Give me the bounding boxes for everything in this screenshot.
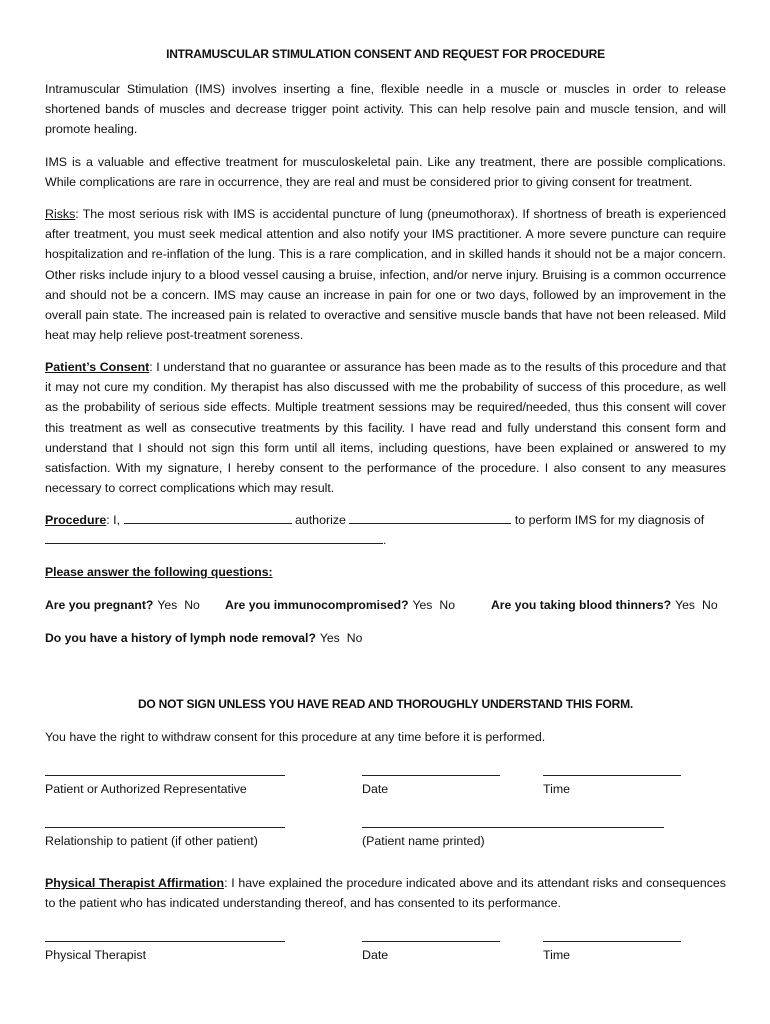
thinners-no-option[interactable]: No bbox=[702, 598, 718, 612]
affirmation-text: : I have explained the procedure indicated above and its attendant risks and consequences to the patient who has indicated understanding thereof, and has consented to its performance. bbox=[45, 876, 727, 911]
question-blood-thinners: Are you taking blood thinners? Yes No bbox=[491, 598, 718, 612]
therapist-date-line[interactable] bbox=[362, 941, 500, 942]
procedure-text-2: authorize bbox=[291, 513, 350, 527]
withdraw-notice: You have the right to withdraw consent for this procedure at any time before it is performed. bbox=[45, 730, 546, 744]
risks-text: : The most serious risk with IMS is accidental puncture of lung (pneumothorax). If shortness of breath is experienced after treatment, you must seek medical attention and also notify your IMS practitioner. A more severe puncture can require hospitalization and re-inflation of the lung. This is a rare complication, and in skilled hands it should not be a major concern. Other risks include injury to a blood vessel causing a bruise, infection, and/or nerve injury. Bruising is a common occurrence and should not be a concern. IMS may cause an increase in pain for one or two days, followed by an improvement in the overall pain state. The increased pain is related to overactive and sensitive muscle bands that have not been released. Mild heat may help relieve post-treatment soreness. bbox=[45, 207, 726, 343]
warning-text: DO NOT SIGN UNLESS YOU HAVE READ AND THOROUGHLY UNDERSTAND THIS FORM. bbox=[137, 697, 634, 711]
therapist-signature-line[interactable] bbox=[45, 941, 285, 942]
form-title: INTRAMUSCULAR STIMULATION CONSENT AND REQUEST FOR PROCEDURE bbox=[166, 47, 605, 61]
relationship-label: Relationship to patient (if other patient) bbox=[45, 834, 258, 848]
affirmation-heading: Physical Therapist Affirmation bbox=[45, 876, 225, 890]
immuno-yes-option[interactable]: Yes bbox=[412, 598, 433, 612]
lymph-yes-option[interactable]: Yes bbox=[319, 631, 340, 645]
patient-name-printed-line[interactable] bbox=[362, 827, 664, 828]
patient-name-blank[interactable] bbox=[124, 512, 292, 524]
relationship-line[interactable] bbox=[45, 827, 285, 828]
intro-paragraph-2: IMS is a valuable and effective treatment for musculoskeletal pain. Like any treatment, there are possible complications. While complications are rare in occurrence, they are real and must be considered prior to giving consent for treatment. bbox=[45, 155, 726, 190]
immuno-no-option[interactable]: No bbox=[439, 598, 455, 612]
time-label: Time bbox=[543, 782, 571, 796]
affirmation-paragraph bbox=[45, 873, 726, 913]
procedure-heading: Procedure bbox=[45, 513, 107, 527]
consent-heading: Patient’s Consent bbox=[45, 360, 150, 374]
lymph-no-option[interactable]: No bbox=[346, 631, 363, 645]
therapist-name-blank[interactable] bbox=[349, 512, 511, 524]
intro-paragraph: Intramuscular Stimulation (IMS) involves inserting a fine, flexible needle in a muscle or muscles in order to release shortened bands of muscles and decrease trigger point activity. This can help resolve pain and muscle tension, and will promote healing. bbox=[45, 82, 726, 137]
patient-date-line[interactable] bbox=[362, 775, 500, 776]
question-lymph-node: Do you have a history of lymph node removal? Yes No bbox=[45, 631, 363, 645]
patient-signature-label: Patient or Authorized Representative bbox=[45, 782, 247, 796]
questions-heading: Please answer the following questions: bbox=[45, 565, 273, 579]
risks-heading: Risks bbox=[45, 207, 76, 221]
patient-signature-line[interactable] bbox=[45, 775, 285, 776]
therapist-time-line[interactable] bbox=[543, 941, 681, 942]
question-immunocompromised: Are you immunocompromised? Yes No bbox=[225, 598, 455, 612]
consent-paragraph bbox=[45, 357, 726, 498]
pregnant-yes-option[interactable]: Yes bbox=[157, 598, 178, 612]
patient-name-printed-label: (Patient name printed) bbox=[362, 834, 485, 848]
procedure-text-3: to perform IMS for my diagnosis of bbox=[511, 513, 705, 527]
risks-paragraph bbox=[45, 204, 726, 345]
procedure-end: . bbox=[383, 533, 387, 548]
consent-text: : I understand that no guarantee or assurance has been made as to the results of this procedure and that it may not cure my condition. My therapist has also discussed with me the probability of success of this procedure, as well as the probability of serious side effects. Multiple treatment sessions may be required/needed, thus this consent will cover this treatment as well as consecutive treatments by this facility. I have read and fully understand this consent form and understand that I should not sign this form until all items, including questions, have been explained or answered to my satisfaction. With my signature, I hereby consent to the performance of the procedure. I also consent to any measures necessary to correct complications which may result. bbox=[45, 360, 726, 496]
procedure-paragraph bbox=[45, 510, 726, 550]
therapist-signature-label: Physical Therapist bbox=[45, 948, 147, 962]
diagnosis-blank[interactable] bbox=[45, 532, 383, 544]
date-label: Date bbox=[362, 782, 389, 796]
patient-time-line[interactable] bbox=[543, 775, 681, 776]
therapist-time-label: Time bbox=[543, 948, 571, 962]
question-pregnant: Are you pregnant? Yes No bbox=[45, 598, 200, 612]
procedure-text-1: : I, bbox=[106, 513, 124, 527]
pregnant-no-option[interactable]: No bbox=[184, 598, 200, 612]
thinners-yes-option[interactable]: Yes bbox=[675, 598, 696, 612]
therapist-date-label: Date bbox=[362, 948, 389, 962]
